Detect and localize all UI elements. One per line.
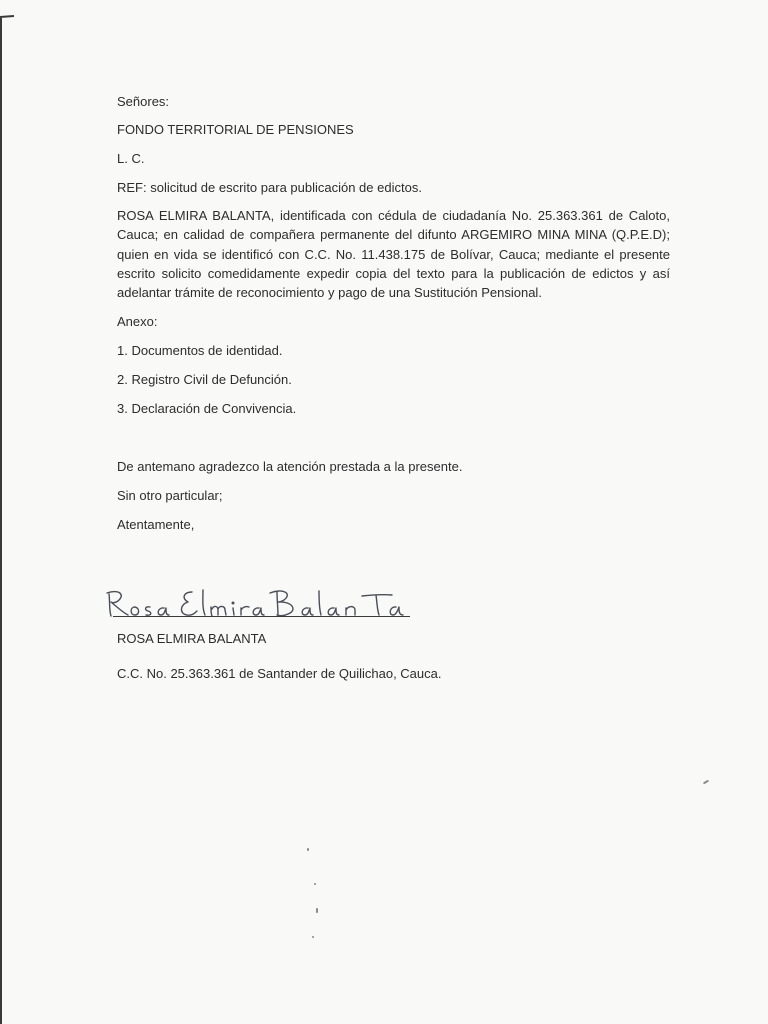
recipient: FONDO TERRITORIAL DE PENSIONES	[117, 122, 354, 137]
closing-line-1: Sin otro particular;	[117, 488, 223, 503]
reference-line: REF: solicitud de escrito para publicación de edictos.	[117, 180, 422, 195]
signer-name: ROSA ELMIRA BALANTA	[117, 631, 267, 646]
annex-item-1: 1. Documentos de identidad.	[117, 343, 283, 358]
lc-line: L. C.	[117, 151, 145, 166]
scan-speck	[307, 848, 309, 851]
scan-speck	[316, 908, 318, 913]
annex-item-2: 2. Registro Civil de Defunción.	[117, 372, 292, 387]
page-edge-top	[0, 15, 14, 18]
salutation: Señores:	[117, 94, 170, 109]
annex-item-3: 3. Declaración de Convivencia.	[117, 401, 297, 416]
signer-id: C.C. No. 25.363.361 de Santander de Quilichao, Cauca.	[117, 666, 442, 681]
scan-speck	[314, 883, 316, 885]
scan-speck	[312, 936, 314, 938]
annex-label: Anexo:	[117, 314, 158, 329]
closing-line-2: Atentamente,	[117, 517, 195, 532]
page-edge-left	[0, 18, 2, 1024]
body-paragraph: ROSA ELMIRA BALANTA, identificada con cédula de ciudadanía No. 25.363.361 de Caloto, Cauca; en calidad de compañera permanente del difunto ARGEMIRO MINA MINA (Q.P.E.D); quien en vida se identificó con C.C. No. 11.438.175 de Bolívar, Cauca; mediante el presente escrito solicito comedidamente expedir copia del texto para la publicación de edictos y así adelantar trámite de reconocimiento y pago de una Sustitución Pensional.	[117, 208, 670, 301]
scan-speck	[703, 780, 709, 785]
thanks-line: De antemano agradezco la atención prestada a la presente.	[117, 459, 463, 474]
signature-line	[113, 616, 410, 617]
